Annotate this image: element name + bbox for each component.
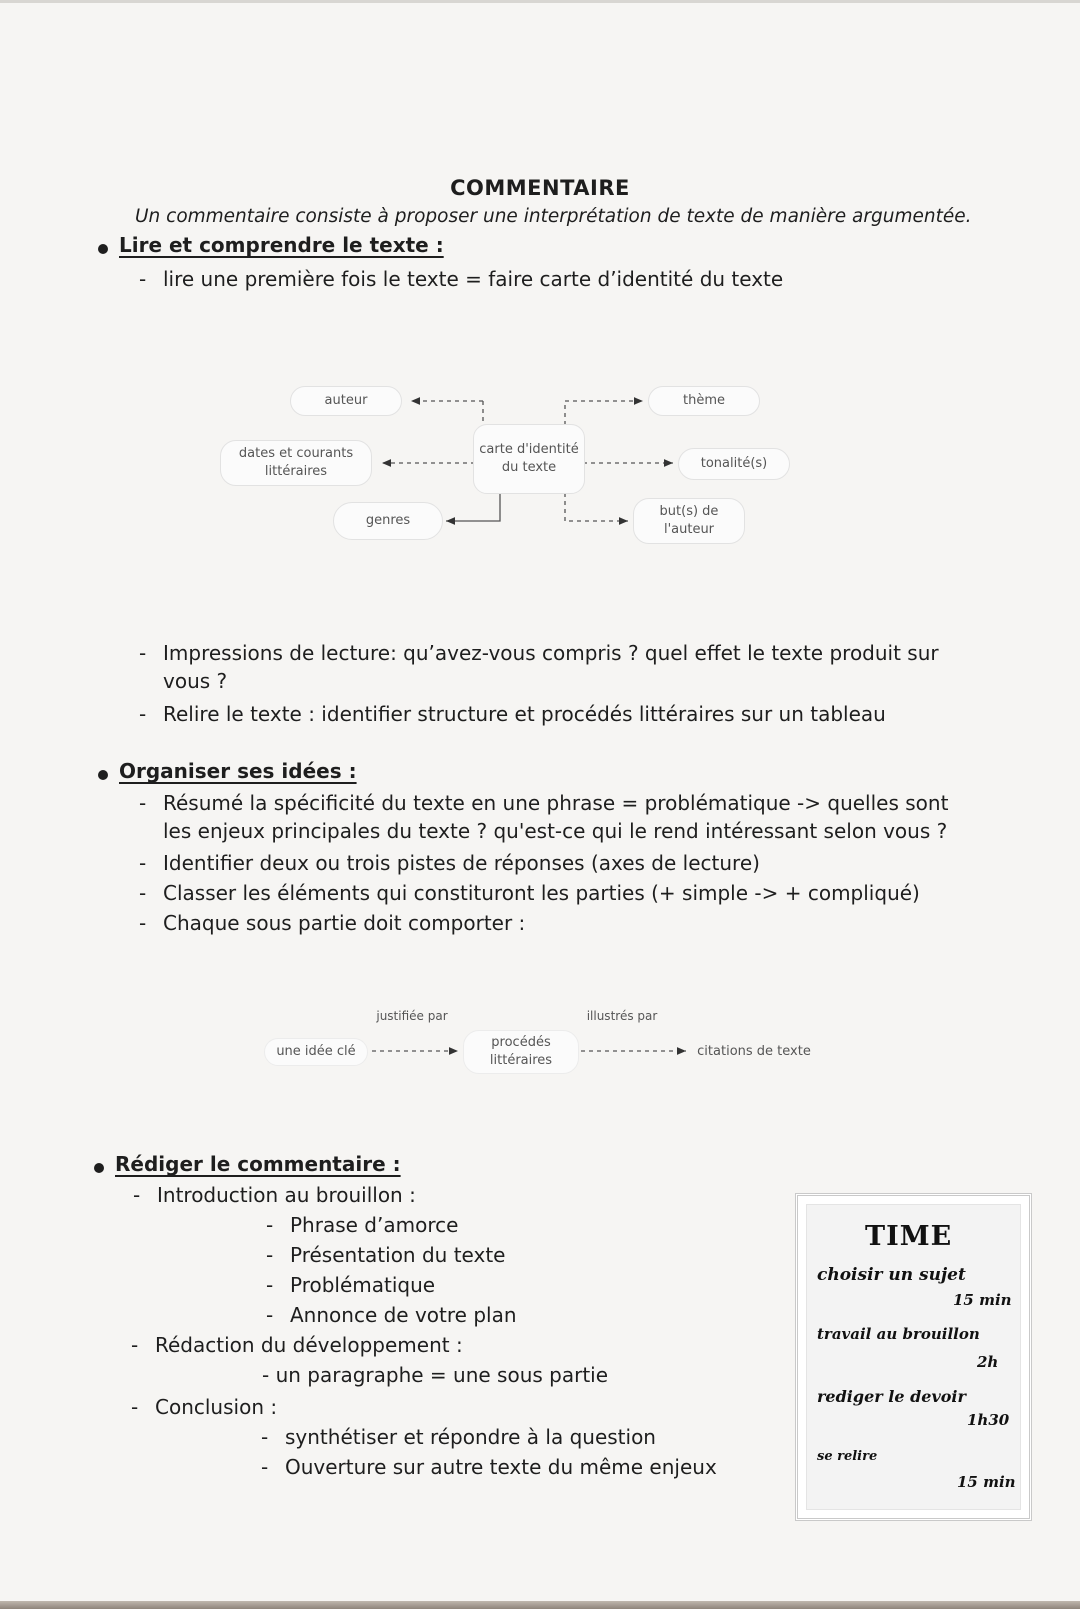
flow-link-justifiee: justifiée par bbox=[376, 1009, 448, 1023]
sub-list-item: - Présentation du texte bbox=[266, 1243, 506, 1267]
flow-node-idee: une idée clé bbox=[264, 1038, 368, 1066]
list-item: - Impressions de lecture: qu’avez-vous compris ? quel effet le texte produit sur vous ? bbox=[139, 641, 939, 693]
list-item: - Relire le texte : identifier structure et procédés littéraires sur un tableau bbox=[139, 702, 886, 726]
time-task: travail au brouillon bbox=[817, 1325, 980, 1343]
time-card bbox=[795, 1193, 1032, 1521]
time-task: rediger le devoir bbox=[817, 1387, 966, 1406]
sub-list-item: - Phrase d’amorce bbox=[266, 1213, 459, 1237]
section-heading-read: Lire et comprendre le texte : bbox=[119, 233, 444, 257]
sub-list-item: - un paragraphe = une sous partie bbox=[262, 1363, 609, 1387]
list-item: - Chaque sous partie doit comporter : bbox=[139, 911, 526, 935]
section-heading-rediger: Rédiger le commentaire : bbox=[115, 1152, 401, 1176]
time-card-title: TIME bbox=[865, 1221, 953, 1252]
time-duration: 1h30 bbox=[967, 1411, 1010, 1429]
list-item: - Identifier deux ou trois pistes de réponses (axes de lecture) bbox=[139, 851, 760, 875]
diagram-node-tonalite: tonalité(s) bbox=[678, 448, 790, 480]
time-duration: 2h bbox=[977, 1353, 999, 1371]
intro-text: Un commentaire consiste à proposer une interprétation de texte de manière argumentée. bbox=[135, 206, 972, 227]
diagram-node-genres: genres bbox=[333, 502, 443, 540]
page-title: COMMENTAIRE bbox=[450, 176, 630, 200]
bullet-icon bbox=[94, 1163, 104, 1173]
sub-list-item: - Annonce de votre plan bbox=[266, 1303, 517, 1327]
time-task: se relire bbox=[817, 1449, 878, 1464]
list-item: - Rédaction du développement : bbox=[131, 1333, 463, 1357]
diagram-node-dates: dates et courants littéraires bbox=[220, 440, 372, 486]
list-item: - lire une première fois le texte = faire carte d’identité du texte bbox=[139, 267, 784, 291]
sub-list-item: - synthétiser et répondre à la question bbox=[261, 1425, 656, 1449]
list-item: - Classer les éléments qui constituront les parties (+ simple -> + compliqué) bbox=[139, 881, 920, 905]
time-card-inner bbox=[806, 1204, 1021, 1510]
sub-list-item: - Problématique bbox=[266, 1273, 436, 1297]
diagram-node-buts: but(s) de l'auteur bbox=[633, 498, 745, 544]
page-edge bbox=[0, 1601, 1080, 1609]
time-duration: 15 min bbox=[953, 1291, 1012, 1309]
flow-node-citations: citations de texte bbox=[697, 1044, 811, 1059]
list-item: - Résumé la spécificité du texte en une phrase = problématique -> quelles sont les enjeux principales du texte ? qu'est-ce qui le rend intéressant selon vous ? bbox=[139, 791, 949, 843]
flow-node-procedes: procédés littéraires bbox=[463, 1030, 579, 1074]
bullet-icon bbox=[98, 770, 108, 780]
time-duration: 15 min bbox=[957, 1473, 1016, 1491]
flow-link-illustres: illustrés par bbox=[586, 1009, 658, 1023]
time-task: choisir un sujet bbox=[817, 1265, 966, 1285]
diagram-node-auteur: auteur bbox=[290, 386, 402, 416]
diagram-node-theme: thème bbox=[648, 386, 760, 416]
sub-list-item: - Ouverture sur autre texte du même enjeux bbox=[261, 1455, 717, 1479]
list-item: - Introduction au brouillon : bbox=[133, 1183, 416, 1207]
section-heading-organise: Organiser ses idées : bbox=[119, 759, 357, 783]
diagram-node-center: carte d'identité du texte bbox=[473, 424, 585, 494]
list-item: - Conclusion : bbox=[131, 1395, 278, 1419]
